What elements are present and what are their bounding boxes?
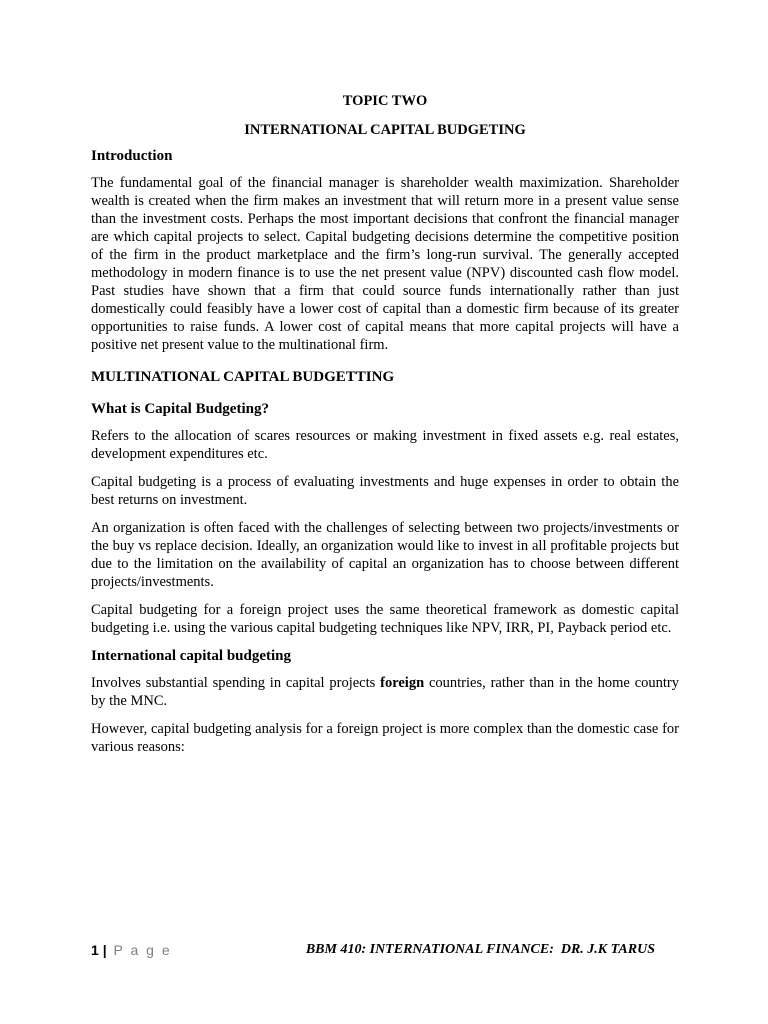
page-footer: [91, 942, 679, 962]
page-label: P a g e: [113, 942, 172, 958]
page-number-block: [91, 942, 172, 958]
international-paragraph-1: [91, 674, 679, 710]
what-is-paragraph-4: Capital budgeting for a foreign project uses the same theoretical framework as domestic capital budgeting i.e. using the various capital budgeting techniques like NPV, IRR, PI, Payback period etc.: [91, 602, 679, 636]
international-p1-text-after: countries, rather than in the home country by the MNC.: [91, 675, 679, 709]
page-content: [91, 92, 679, 766]
introduction-heading: Introduction: [91, 148, 173, 164]
international-paragraph-2: However, capital budgeting analysis for a foreign project is more complex than the domestic case for various reasons:: [91, 721, 679, 755]
introduction-paragraph: The fundamental goal of the financial manager is shareholder wealth maximization. Shareholder wealth is created when the firm makes an investment that will return more in a present value sense than the investment costs. Perhaps the most important decisions that confront the financial manager are which capital projects to select. Capital budgeting decisions determine the competitive position of the firm in the product marketplace and the firm’s long-run survival. The generally accepted methodology in modern finance is to use the net present value (NPV) discounted cash flow model. Past studies have shown that a firm that could source funds internationally rather than just domestically could feasibly have a lower cost of capital than a domestic firm because of its greater opportunities to raise funds. A lower cost of capital means that more capital projects will have a positive net present value to the multinational firm.: [91, 175, 679, 353]
page-separator: |: [102, 942, 107, 958]
what-is-heading: What is Capital Budgeting?: [91, 401, 269, 417]
what-is-paragraph-2: Capital budgeting is a process of evaluating investments and huge expenses in order to obtain the best returns on investment.: [91, 474, 679, 508]
what-is-paragraph-1: Refers to the allocation of scares resources or making investment in fixed assets e.g. real estates, development expenditures etc.: [91, 428, 679, 462]
topic-title: TOPIC TWO: [342, 93, 428, 109]
international-heading: International capital budgeting: [91, 648, 292, 664]
multinational-heading: MULTINATIONAL CAPITAL BUDGETTING: [91, 369, 395, 385]
what-is-paragraph-3: An organization is often faced with the challenges of selecting between two projects/investments or the buy vs replace decision. Ideally, an organization would like to invest in all profitable projects but due to the limitation on the availability of capital an organization has to choose between different projects/investments.: [91, 520, 679, 590]
international-p1-text-before: Involves substantial spending in capital projects: [91, 675, 381, 691]
international-p1-bold-word: foreign: [380, 675, 425, 691]
document-title: INTERNATIONAL CAPITAL BUDGETING: [244, 122, 526, 138]
page-number: 1: [91, 942, 99, 958]
course-footer: BBM 410: INTERNATIONAL FINANCE: DR. J.K TARUS: [305, 942, 655, 957]
